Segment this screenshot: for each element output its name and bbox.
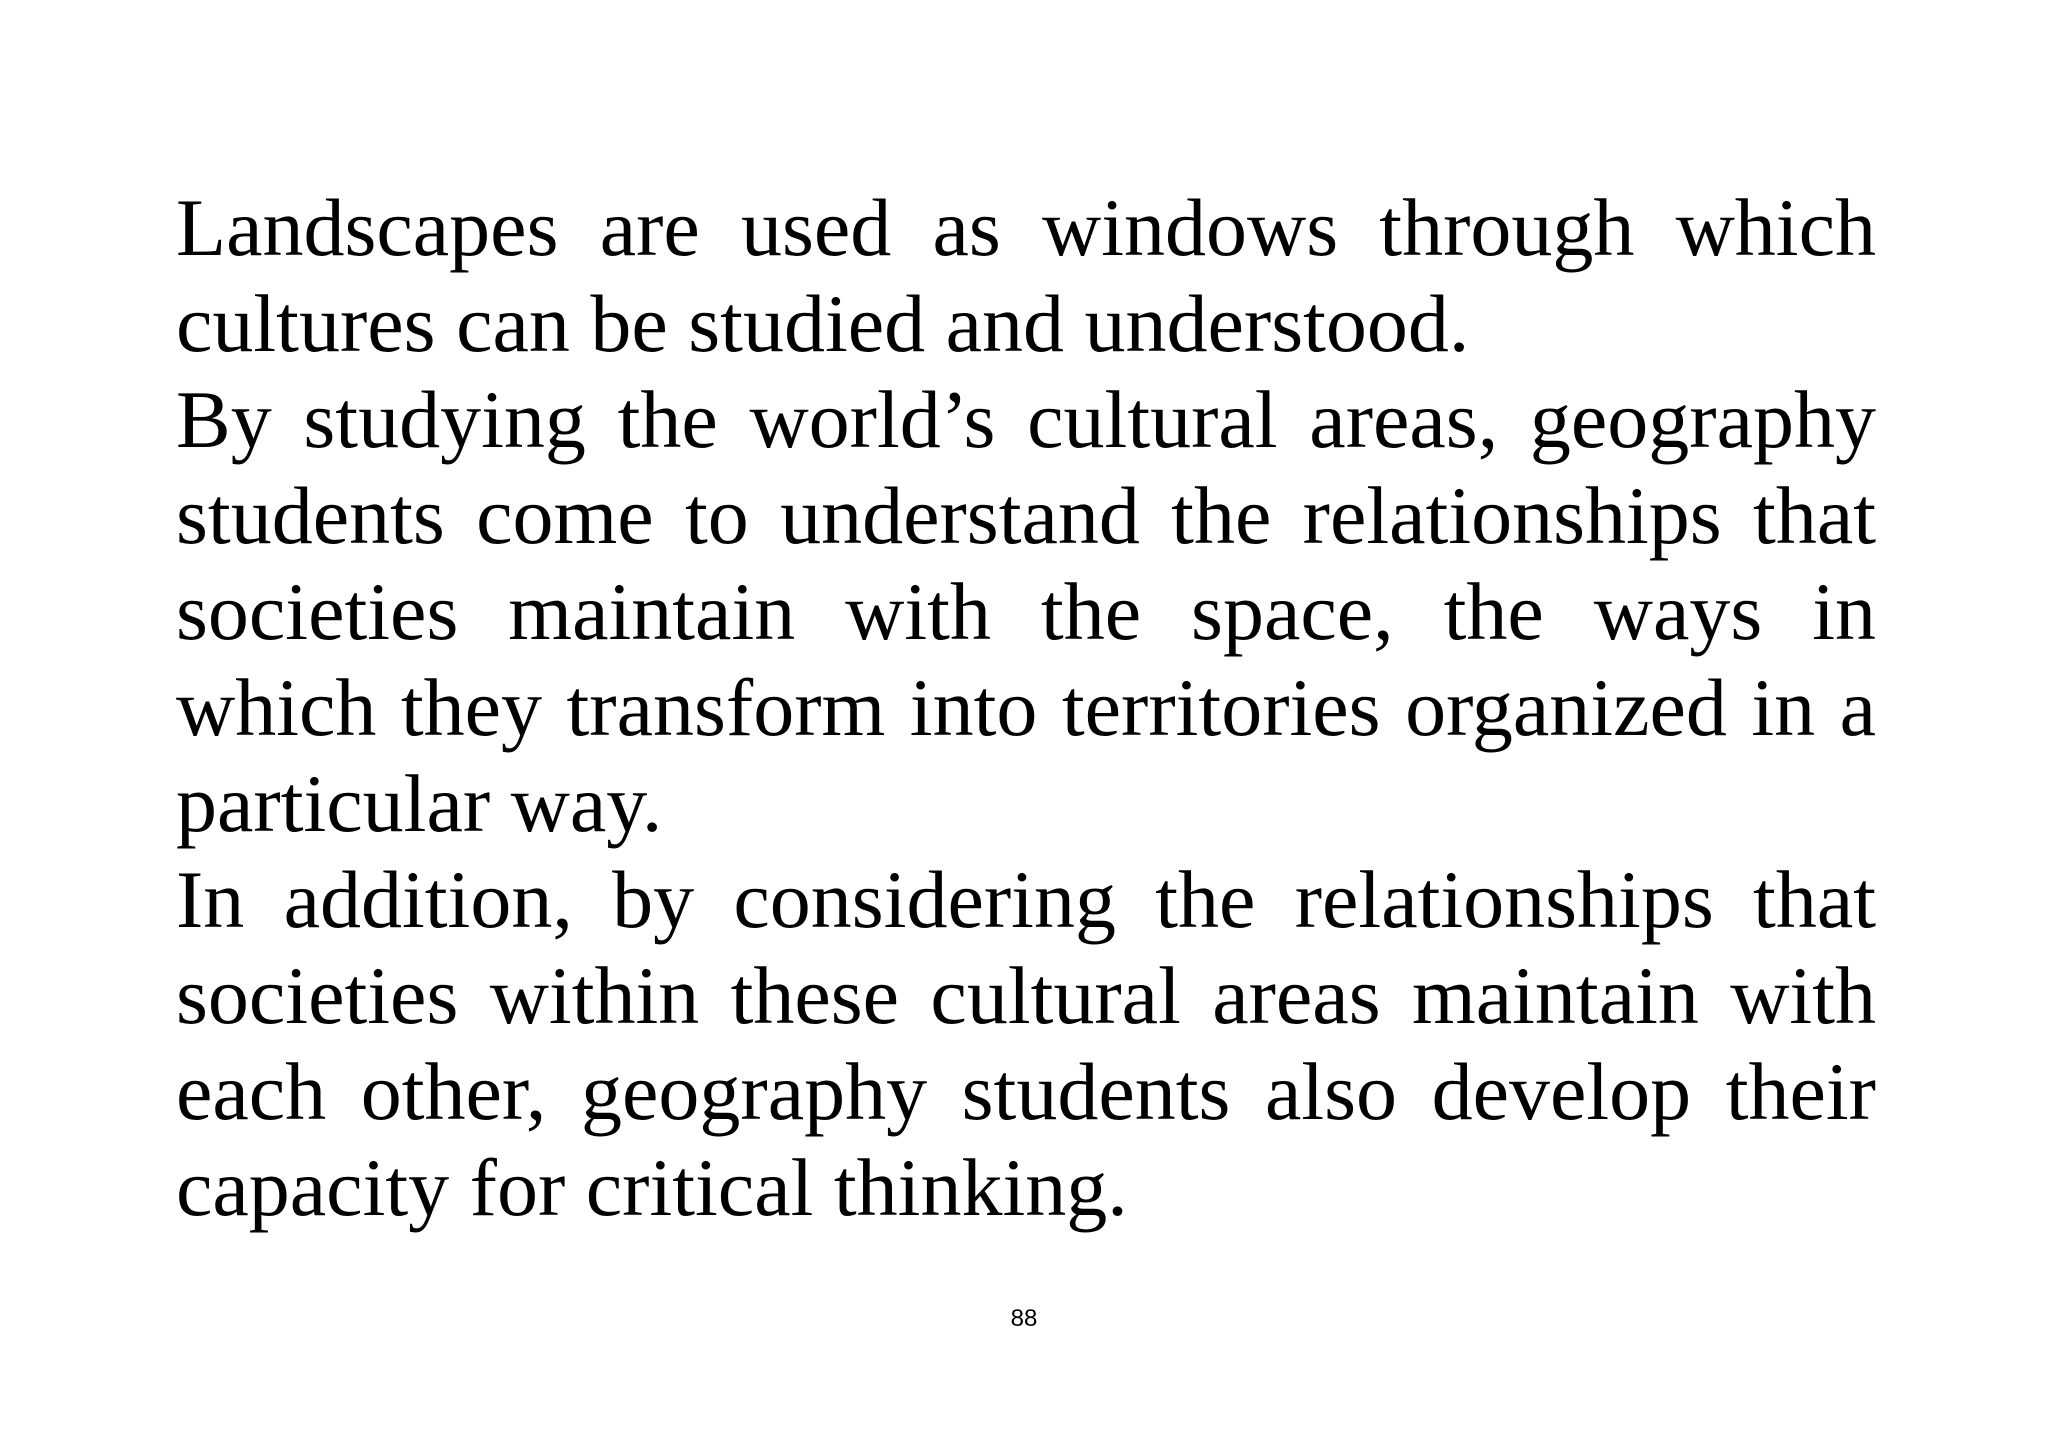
page-number: 88 bbox=[1010, 1305, 1038, 1332]
paragraph-critical-thinking: In addition, by considering the relationships that societies within these cultural areas maintain with each other, geography students also develop their capacity for critical thinking. bbox=[176, 854, 1876, 1233]
paragraph-cultural-areas: By studying the world’s cultural areas, geography students come to understand the relationships that societies maintain with the space, the ways in which they transform into territories organized in a particular way. bbox=[176, 374, 1876, 849]
body-text bbox=[176, 180, 1876, 1236]
paragraph-landscapes: Landscapes are used as windows through which cultures can be studied and understood. bbox=[176, 182, 1876, 369]
